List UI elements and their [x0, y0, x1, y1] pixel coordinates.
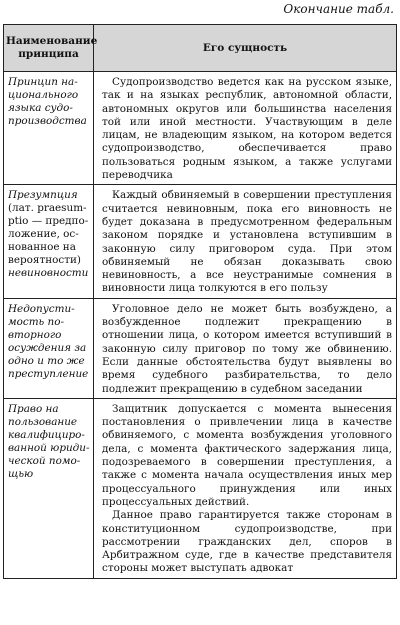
principle-name-line: ptio — предпо-: [8, 215, 89, 228]
table-row: [4, 398, 397, 578]
principle-name-line: Принцип на-: [8, 76, 78, 88]
description-paragraph: Уголовное дело не может быть возбуждено, а возбужденное подлежит прекращению в отношении лица, о котором имеется вступивший в законную силу приговор по тому же обвинению. Если данные обстоятельства будут выявлены во время судебного разбирательства, то дело подлежит прекращению в судебном заседании: [102, 302, 392, 395]
principle-name-line: ванной юриди-: [8, 441, 90, 454]
header-principle-name: Наименование принципа: [4, 25, 94, 72]
principle-description-cell: [94, 398, 397, 578]
table-caption: Окончание табл.: [283, 2, 394, 16]
principle-name-cell: [4, 185, 94, 298]
table-row: [4, 72, 397, 185]
table-header-row: [4, 25, 397, 72]
principle-name-line: щью: [8, 467, 34, 480]
principle-name-line: Презумпция: [8, 189, 78, 202]
principles-table: [3, 24, 397, 579]
description-paragraph: Каждый обвиняемый в совершении преступления считается невиновным, пока его виновность не будет доказана в предусмотренном федеральным законом порядке и установлена вступившим в законную силу приговором суда. При этом обвиняемый не обязан доказывать свою невиновность, а все неустранимые сомнения в виновности лица толкуются в его пользу: [102, 189, 392, 295]
header-essence: Его сущность: [94, 25, 397, 72]
principle-name-line: мость по-: [8, 315, 64, 328]
principle-name-line: вероятности): [8, 254, 81, 267]
principle-name-line: преступление: [8, 367, 89, 380]
principle-name-line: квалифициро-: [8, 428, 85, 441]
principle-description-cell: [94, 72, 397, 185]
description-paragraph: Защитник допускается с момента вынесения постановления о привлечении лица в качестве обвиняемого, с момента возбуждения уголовного дела, с момента фактического задержания лица, подозреваемого в совершении преступления, а также с момента начала осуществления иных мер процессуального принуждения или иных процессуальных действий.: [102, 402, 392, 508]
principle-name-line: вторного: [8, 328, 62, 341]
principle-name-line: одно и то же: [8, 354, 85, 367]
table-row: [4, 185, 397, 298]
principle-name-cell: [4, 298, 94, 398]
principle-name-line: производства: [8, 115, 87, 127]
principle-description-cell: [94, 298, 397, 398]
table-row: [4, 298, 397, 398]
principle-description-cell: [94, 185, 397, 298]
principle-name-line: пользование: [8, 415, 78, 428]
principle-name-line: ложение, ос-: [8, 228, 79, 241]
principle-name-line: ческой помо-: [8, 454, 81, 467]
principle-name-line: нованное на: [8, 241, 76, 254]
principle-name-line: (лат. praesum-: [8, 202, 87, 215]
principle-name-line: языка судо-: [8, 102, 73, 114]
principle-name-line: Недопусти-: [8, 302, 75, 315]
principle-name-line: невиновности: [8, 267, 89, 280]
principle-name-cell: [4, 72, 94, 185]
principle-name-line: осуждения за: [8, 341, 87, 354]
description-paragraph: Данное право гарантируется также сторонам в конституционном судопроизводстве, при рассмотрении гражданских дел, споров в Арбитражном суде, где в качестве представителя стороны может выступать адвокат: [102, 509, 392, 575]
description-paragraph: Судопроизводство ведется как на русском языке, так и на языках республик, автономной области, автономных округов или большинства населения той или иной местности. Участвующим в деле лицам, не владеющим языком, на котором ведется судопроизводство, обеспечивается право пользоваться родным языком, а также услугами переводчика: [102, 76, 392, 182]
principle-name-line: Право на: [8, 402, 59, 415]
principle-name-line: ционального: [8, 89, 79, 101]
principle-name-cell: [4, 398, 94, 578]
